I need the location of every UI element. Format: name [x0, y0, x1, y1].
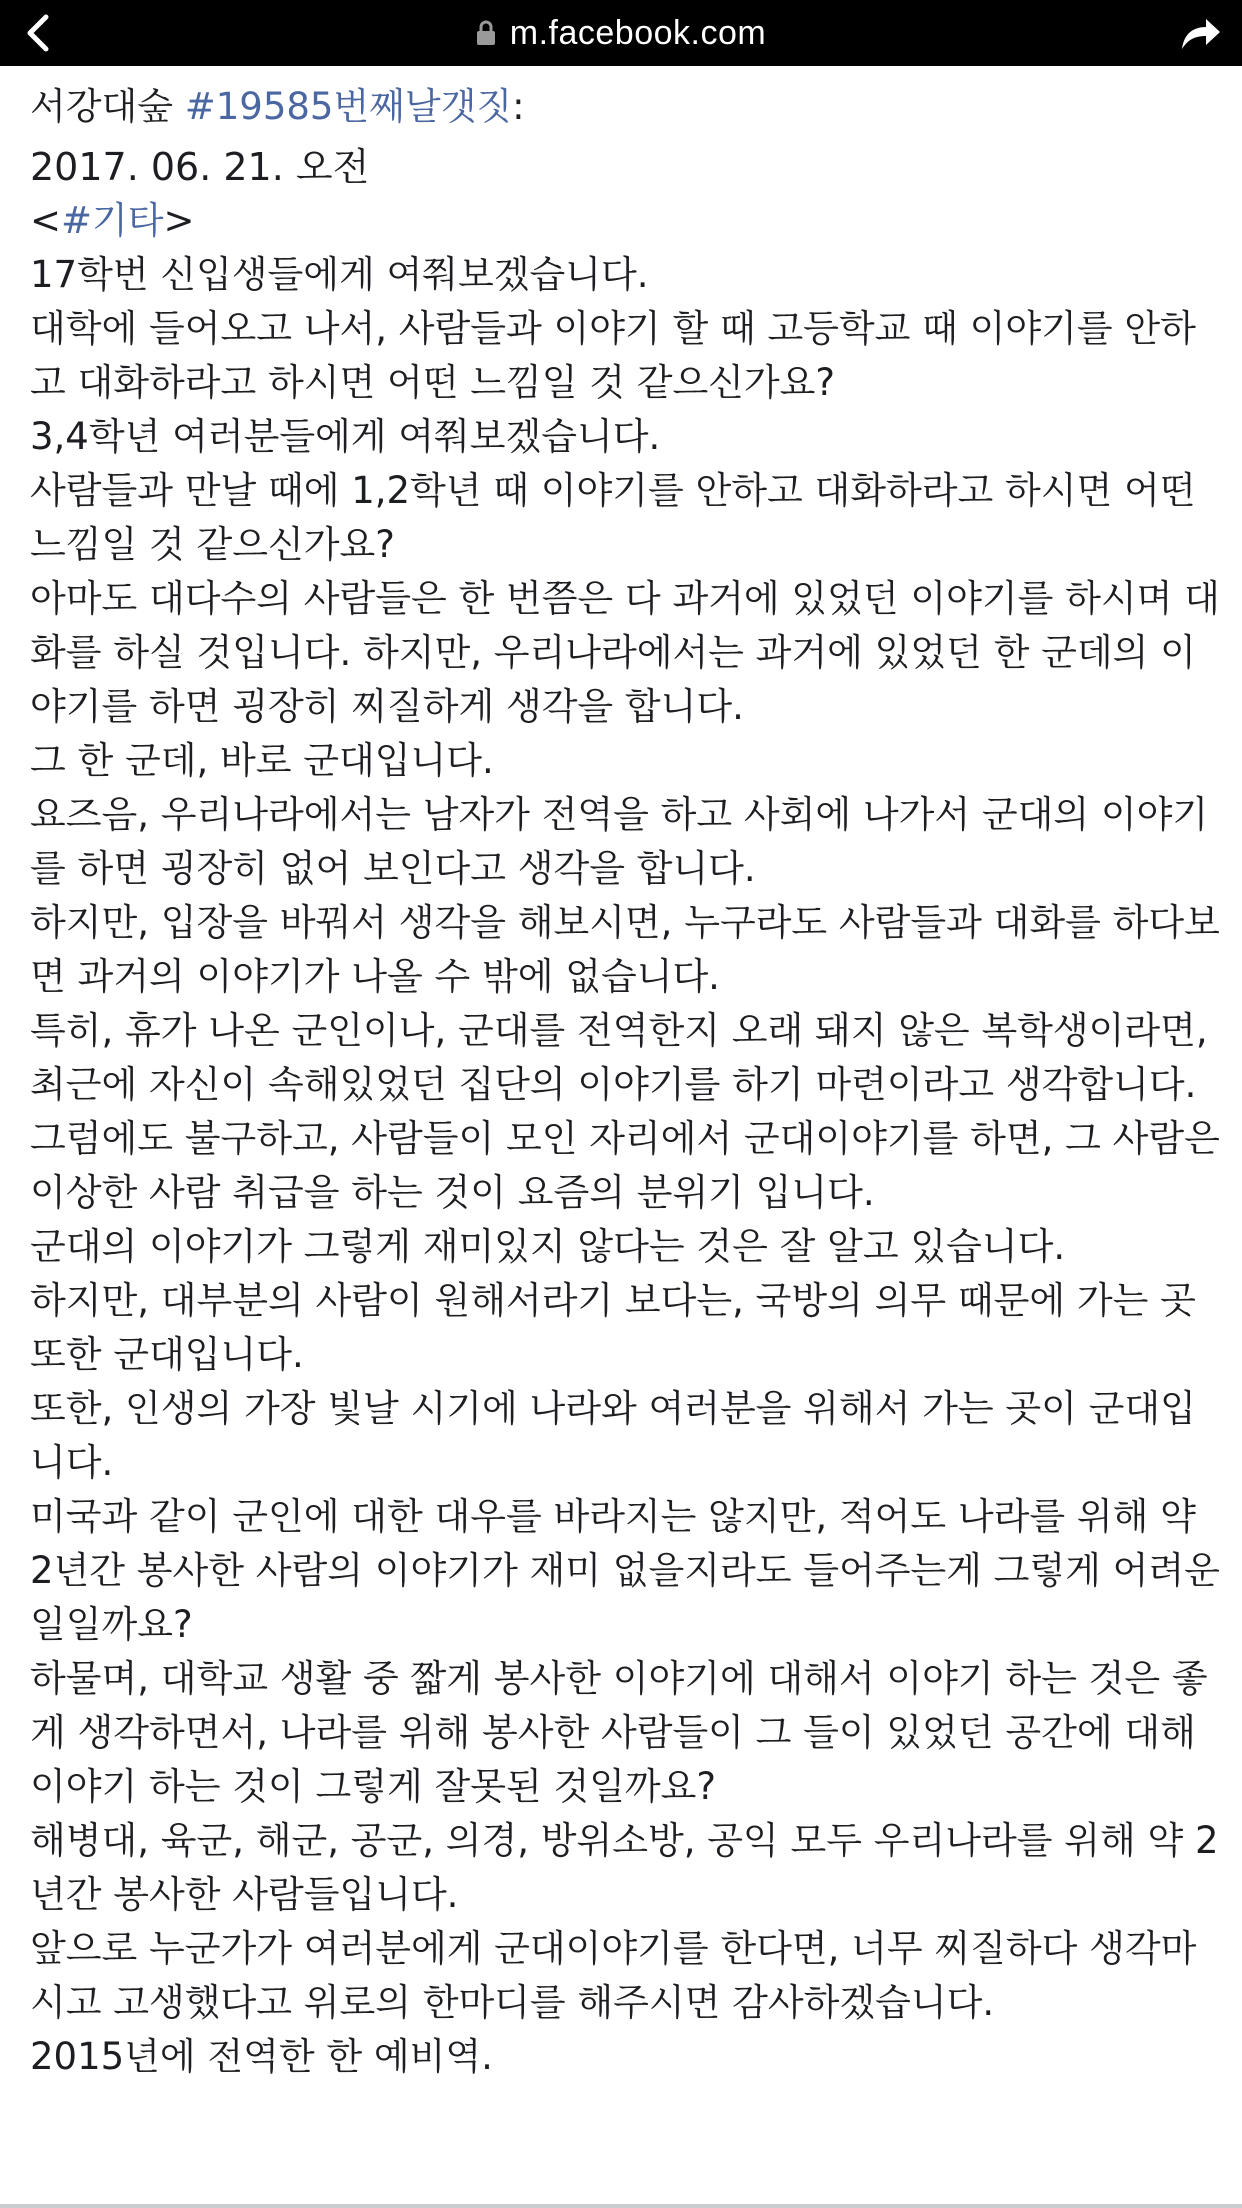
- post-line: 하지만, 대부분의 사람이 원해서라기 보다는, 국방의 의무 때문에 가는 곳 또한 군대입니다.: [30, 1279, 1196, 1376]
- hashtag-link[interactable]: #19585번째날갯짓: [184, 85, 513, 128]
- url-text: m.facebook.com: [509, 13, 767, 52]
- chevron-left-icon: [24, 13, 54, 53]
- post-line: 하지만, 입장을 바꿔서 생각을 해보시면, 누구라도 사람들과 대화를 하다보면 과거의 이야기가 나올 수 밖에 없습니다.: [30, 901, 1220, 998]
- post-line: 아마도 대다수의 사람들은 한 번쯤은 다 과거에 있었던 이야기를 하시며 대화를 하실 것입니다. 하지만, 우리나라에서는 과거에 있었던 한 군데의 이야기를 하면 굉장히 찌질하게 생각을 합니다.: [30, 577, 1220, 728]
- share-arrow-icon: [1178, 13, 1224, 53]
- category-line: [30, 194, 1220, 248]
- post-line: 특히, 휴가 나온 군인이나, 군대를 전역한지 오래 돼지 않은 복학생이라면, 최근에 자신이 속해있었던 집단의 이야기를 하기 마련이라고 생각합니다.: [30, 1009, 1208, 1106]
- share-button[interactable]: [1174, 9, 1228, 57]
- category-tag-link[interactable]: #기타: [61, 199, 164, 242]
- post-line: 그럼에도 불구하고, 사람들이 모인 자리에서 군대이야기를 하면, 그 사람은 이상한 사람 취급을 하는 것이 요즘의 분위기 입니다.: [30, 1117, 1220, 1214]
- lock-icon: [476, 20, 496, 46]
- post-body: [30, 80, 1220, 2084]
- post-line: 군대의 이야기가 그렇게 재미있지 않다는 것은 잘 알고 있습니다.: [30, 1225, 1066, 1268]
- post-line: 대학에 들어오고 나서, 사람들과 이야기 할 때 고등학교 때 이야기를 안하고 대화하라고 하시면 어떤 느낌일 것 같으신가요?: [30, 307, 1196, 404]
- post-line: 해병대, 육군, 해군, 공군, 의경, 방위소방, 공익 모두 우리나라를 위해 약 2년간 봉사한 사람들입니다.: [30, 1819, 1219, 1916]
- post-header: [30, 80, 1220, 134]
- post-line: 요즈음, 우리나라에서는 남자가 전역을 하고 사회에 나가서 군대의 이야기를 하면 굉장히 없어 보인다고 생각을 합니다.: [30, 793, 1209, 890]
- post-line: 앞으로 누군가가 여러분에게 군대이야기를 한다면, 너무 찌질하다 생각마시고 고생했다고 위로의 한마디를 해주시면 감사하겠습니다.: [30, 1927, 1197, 2024]
- back-button[interactable]: [14, 9, 64, 57]
- page-name: 서강대숲: [30, 85, 173, 128]
- post-line: 2015년에 전역한 한 예비역.: [30, 2035, 493, 2078]
- post-date: 2017. 06. 21. 오전: [30, 145, 370, 189]
- post-line: 그 한 군데, 바로 군대입니다.: [30, 739, 494, 782]
- post-line: 또한, 인생의 가장 빛날 시기에 나라와 여러분을 위해서 가는 곳이 군대입니다.: [30, 1387, 1196, 1484]
- post-line: 사람들과 만날 때에 1,2학년 때 이야기를 안하고 대화하라고 하시면 어떤 느낌일 것 같으신가요?: [30, 469, 1196, 566]
- post-line: 3,4학년 여러분들에게 여쭤보겠습니다.: [30, 415, 661, 458]
- post-line: 하물며, 대학교 생활 중 짧게 봉사한 이야기에 대해서 이야기 하는 것은 좋게 생각하면서, 나라를 위해 봉사한 사람들이 그 들이 있었던 공간에 대해 이야기 하는 것이 그렇게 잘못된 것일까요?: [30, 1657, 1208, 1808]
- address-bar[interactable]: [476, 14, 766, 53]
- post-line: 미국과 같이 군인에 대한 대우를 바라지는 않지만, 적어도 나라를 위해 약 2년간 봉사한 사람의 이야기가 재미 없을지라도 들어주는게 그렇게 어려운 일일까요?: [30, 1495, 1220, 1646]
- category-open: <: [30, 199, 62, 242]
- hashtag-suffix: :: [512, 85, 525, 128]
- post-line: 17학번 신입생들에게 여쭤보겠습니다.: [30, 253, 649, 296]
- divider: [0, 2204, 1242, 2208]
- category-close: >: [163, 199, 195, 242]
- browser-toolbar: [0, 0, 1242, 66]
